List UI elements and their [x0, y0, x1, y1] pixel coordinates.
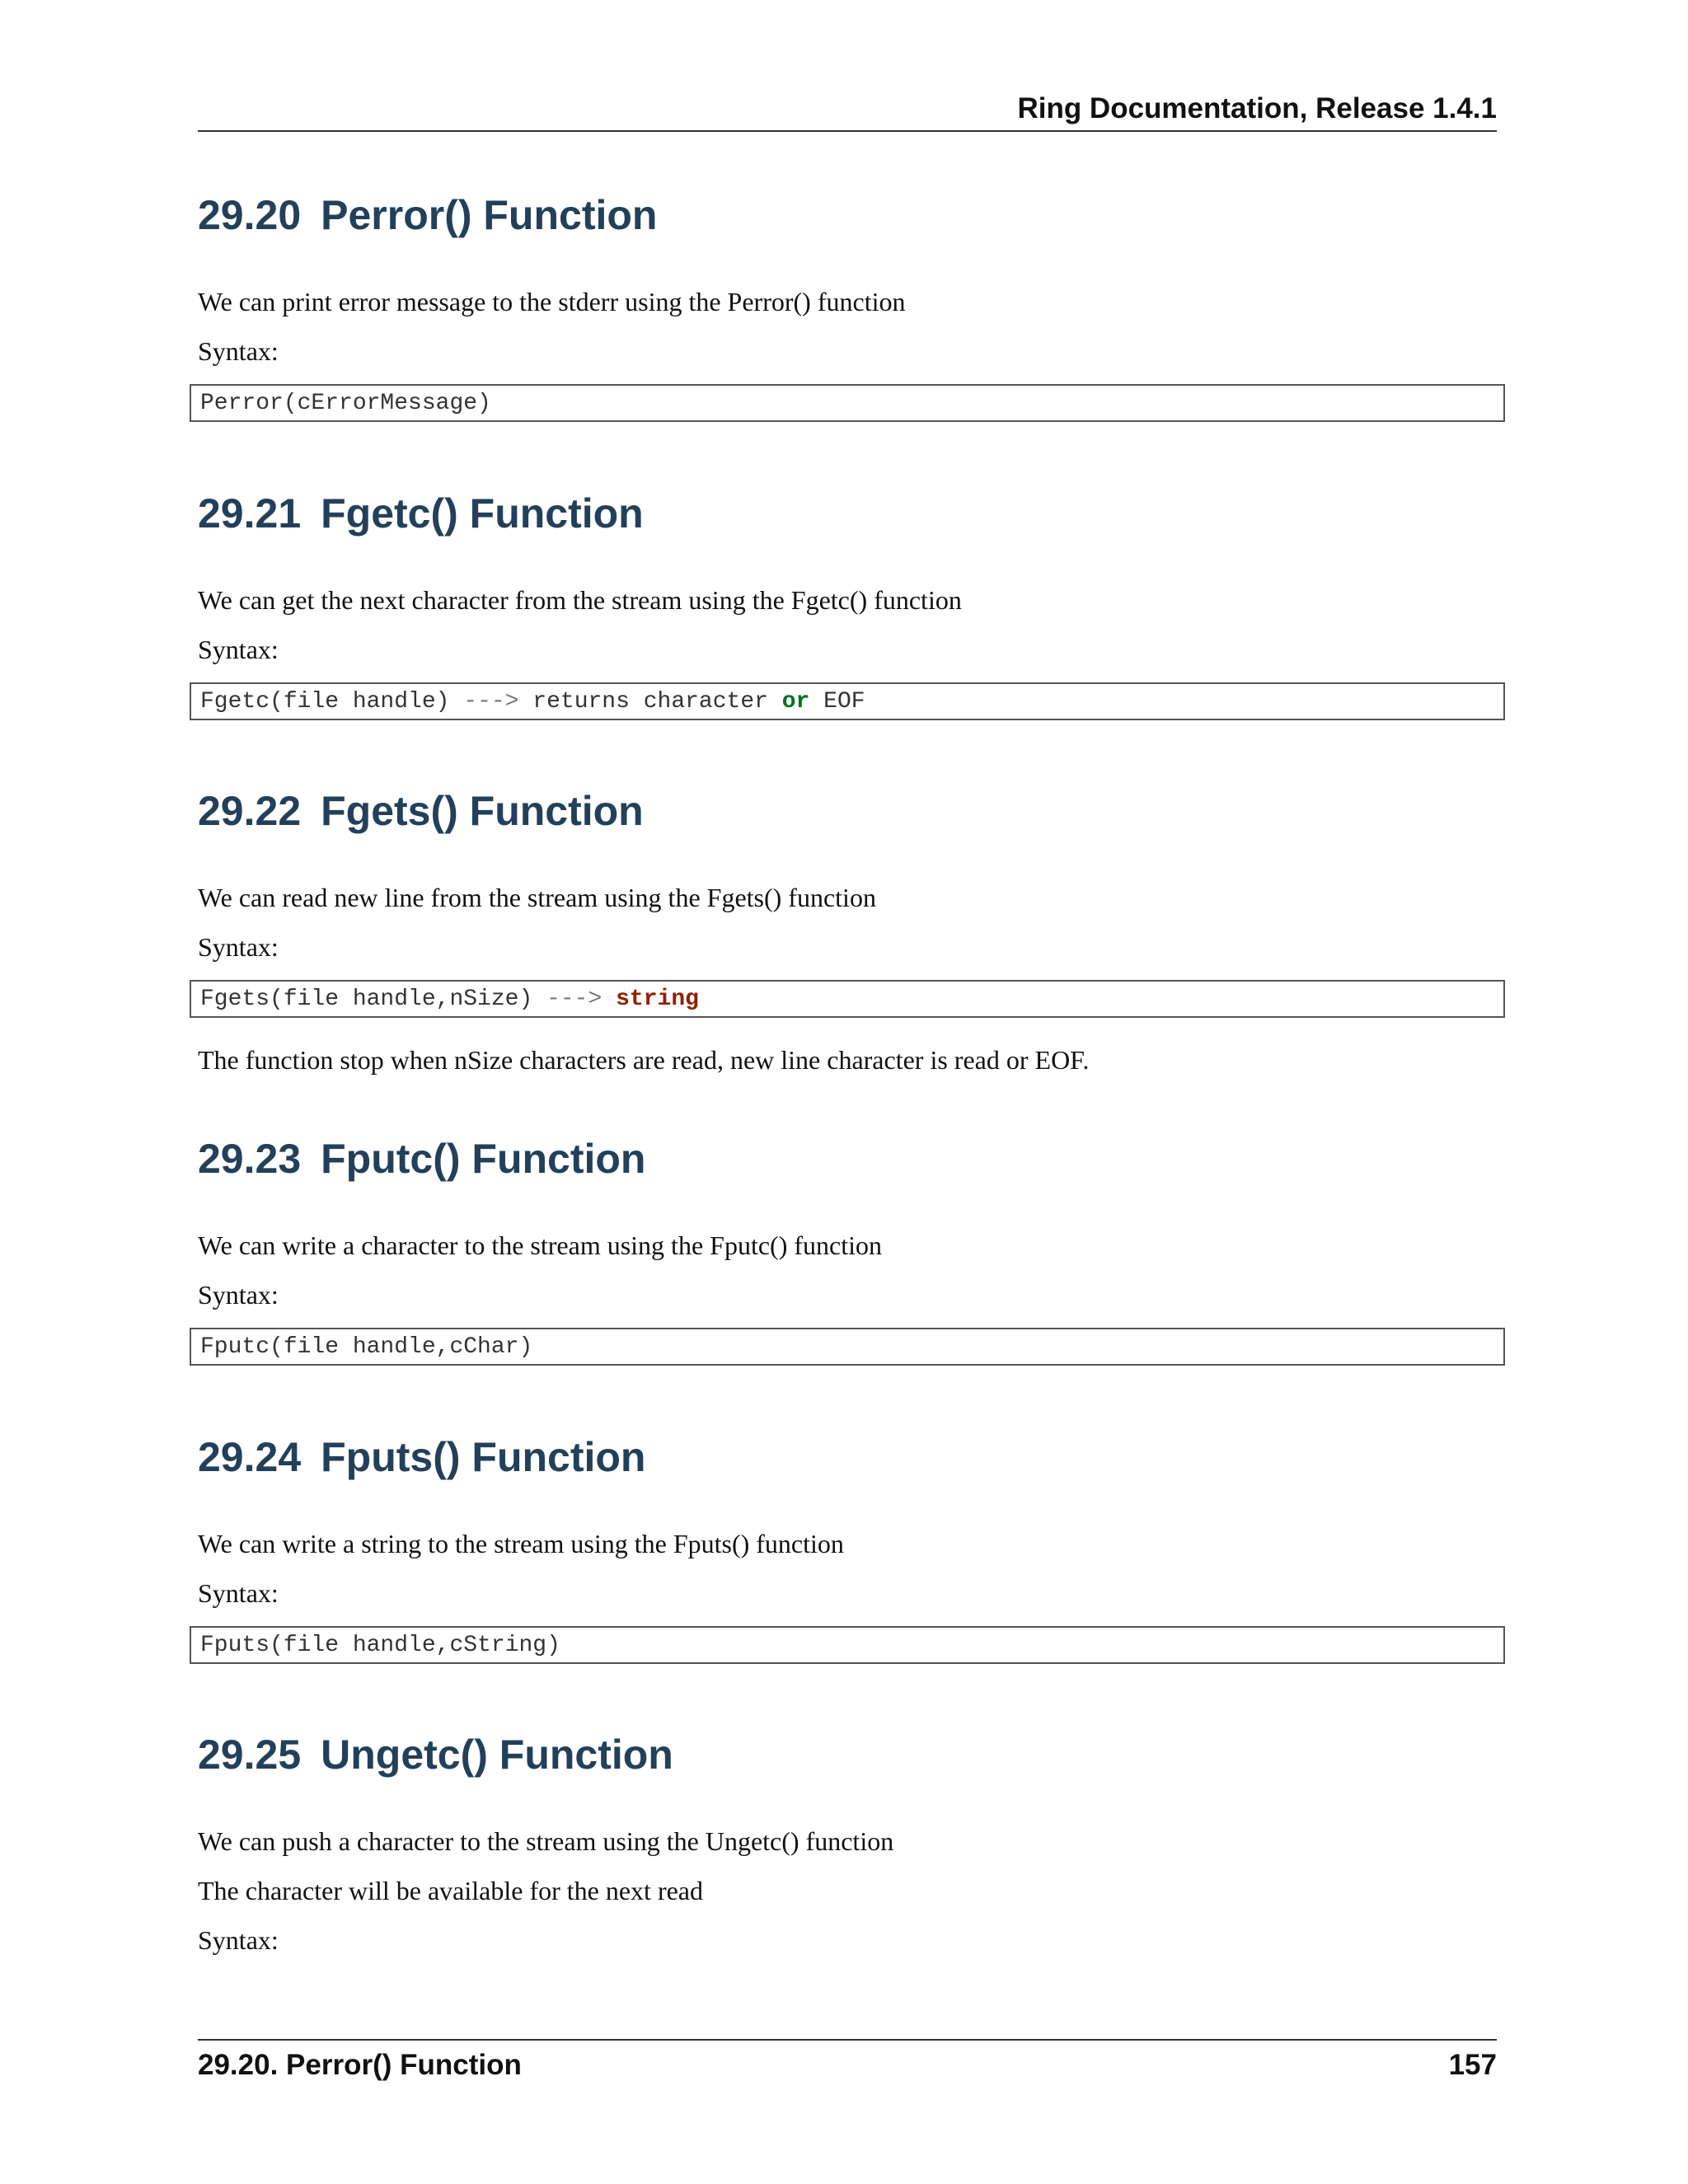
footer-section: 29.20. Perror() Function [198, 2049, 522, 2081]
section-note: The function stop when nSize characters are read, new line character is read or EOF. [198, 1045, 1090, 1075]
syntax-label: Syntax: [198, 336, 279, 366]
section-heading-fputc [198, 1135, 645, 1183]
section-description: We can get the next character from the stream using the Fgetc() function [198, 585, 962, 615]
section-heading-perror [198, 191, 657, 239]
code-text: Fputs(file handle,cString) [200, 1633, 560, 1658]
syntax-label: Syntax: [198, 1280, 279, 1310]
code-block-fgets [190, 980, 1505, 1018]
syntax-label: Syntax: [198, 1578, 279, 1608]
section-description-2: The character will be available for the next read [198, 1876, 703, 1905]
page-header [198, 89, 1497, 132]
header-title: Ring Documentation, Release 1.4.1 [1017, 92, 1497, 124]
section-title: Fgetc() Function [321, 490, 644, 537]
code-token [602, 987, 616, 1012]
code-keyword: or [781, 689, 810, 715]
code-text [200, 987, 699, 1012]
section-description: We can write a character to the stream using the Fputc() function [198, 1230, 882, 1260]
code-block-perror [190, 384, 1505, 422]
syntax-label: Syntax: [198, 1925, 279, 1955]
code-token: EOF [809, 689, 865, 715]
section-description: We can print error message to the stderr using the Perror() function [198, 287, 906, 316]
code-block-fputc [190, 1328, 1505, 1366]
page-number: 157 [1448, 2049, 1497, 2081]
code-operator: ---> [546, 987, 603, 1012]
section-heading-fgets [198, 787, 644, 835]
code-token: returns character [518, 689, 782, 715]
code-token: Fgetc(file handle) [200, 689, 464, 715]
code-block-fgetc [190, 682, 1505, 720]
section-number: 29.24 [198, 1434, 302, 1480]
syntax-label: Syntax: [198, 932, 279, 962]
section-heading-fputs [198, 1433, 645, 1481]
code-text [200, 690, 865, 715]
section-number: 29.22 [198, 788, 302, 834]
section-title: Fputs() Function [321, 1434, 646, 1480]
section-title: Fputc() Function [321, 1136, 646, 1182]
section-title: Ungetc() Function [321, 1732, 673, 1778]
code-block-fputs [190, 1626, 1505, 1664]
section-description: We can write a string to the stream using the Fputs() function [198, 1529, 844, 1558]
section-heading-ungetc [198, 1731, 673, 1779]
section-description: We can read new line from the stream using the Fgets() function [198, 883, 876, 912]
syntax-label: Syntax: [198, 635, 279, 664]
section-description: We can push a character to the stream using the Ungetc() function [198, 1826, 894, 1856]
code-keyword: string [616, 987, 699, 1012]
section-title: Fgets() Function [321, 788, 644, 834]
page-footer [198, 2039, 1497, 2081]
section-number: 29.21 [198, 490, 302, 537]
section-number: 29.20 [198, 192, 302, 238]
code-token: Fgets(file handle,nSize) [200, 987, 547, 1012]
section-number: 29.25 [198, 1732, 302, 1778]
section-heading-fgetc [198, 490, 644, 537]
section-title: Perror() Function [321, 192, 658, 238]
code-text: Fputc(file handle,cChar) [200, 1334, 533, 1360]
code-operator: ---> [463, 689, 519, 715]
section-number: 29.23 [198, 1136, 302, 1182]
code-text: Perror(cErrorMessage) [200, 391, 491, 416]
